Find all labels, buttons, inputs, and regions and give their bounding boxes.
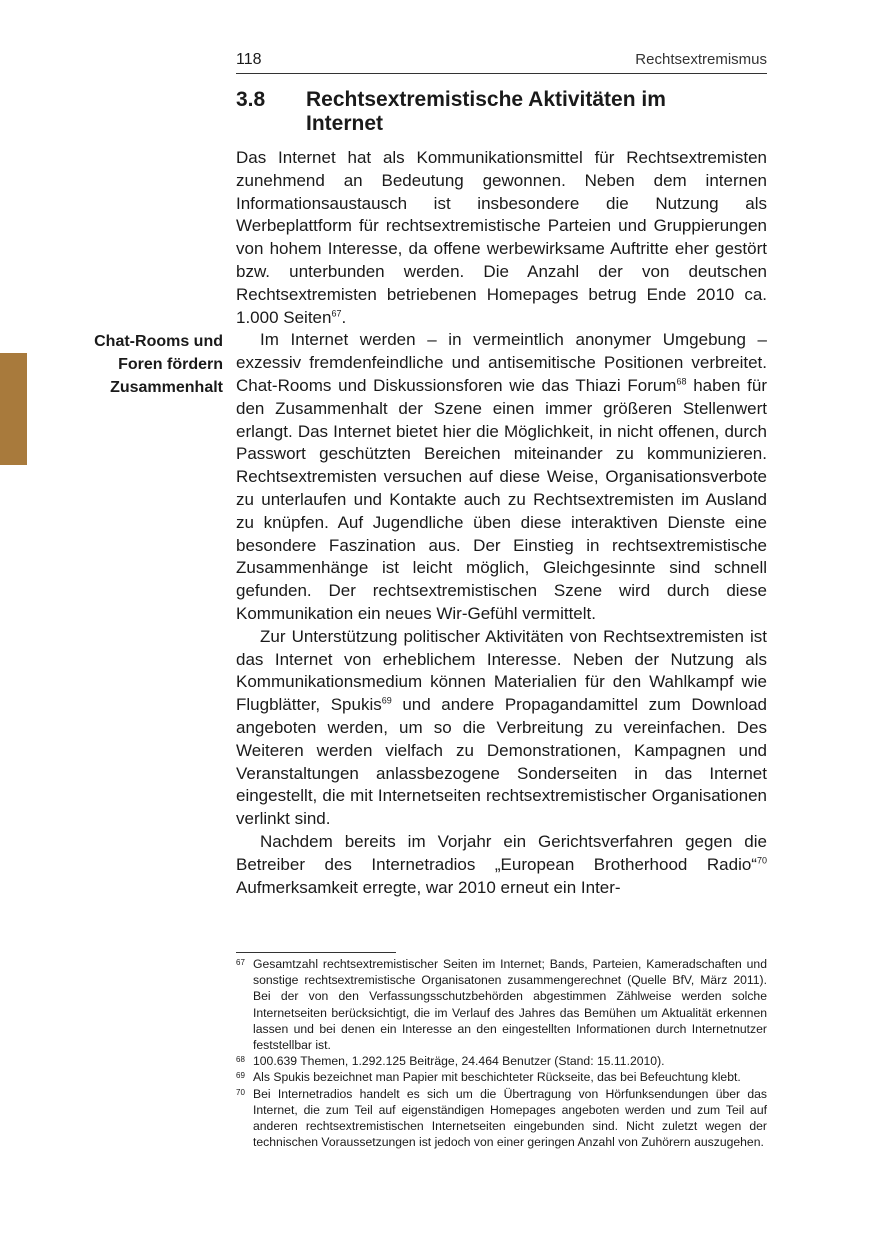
footnote bbox=[236, 1069, 767, 1085]
footnote bbox=[236, 1053, 767, 1069]
footnote-number: 69 bbox=[236, 1071, 245, 1081]
footnote bbox=[236, 956, 767, 1053]
footnote-text: 100.639 Themen, 1.292.125 Beiträge, 24.464 Benutzer (Stand: 15.11.2010). bbox=[253, 1054, 665, 1069]
paragraph bbox=[236, 831, 767, 899]
margin-note bbox=[40, 331, 223, 399]
footnotes bbox=[236, 956, 767, 1150]
section-title: Rechtsextremistische Aktivitäten im Internet bbox=[306, 88, 666, 135]
paragraph-text: und andere Propagandamittel zum Download angeboten werden, um so die Verbreitung zu vereinfachen. Des Weiteren werden vielfach zu Demonstrationen, Kampagnen und Veranstaltungen anlassbezogene Sonderseiten in das Internet eingestellt, die mit Internetseiten rechtsextremistischer Organisationen verlinkt sind. bbox=[236, 695, 767, 829]
margin-note-line: Chat-Rooms und bbox=[94, 333, 223, 350]
footnote-text: Als Spukis bezeichnet man Papier mit beschichteter Rückseite, das bei Befeuchtung klebt. bbox=[253, 1070, 741, 1085]
chapter-tab-marker bbox=[0, 353, 27, 465]
paragraph bbox=[236, 329, 767, 625]
page-header bbox=[236, 51, 767, 74]
paragraph-text: Das Internet hat als Kommunikationsmittel für Rechtsextremisten zunehmend an Bedeutung gewonnen. Neben dem internen Informationsaustausch ist insbesondere die Nutzung als Werbeplattform für rechtsextremistische Parteien und Gruppierungen von hohem Interesse, da offene werbewirksame Auftritte eher gestört bzw. unterbunden werden. Die Anzahl der von deutschen Rechtsextremisten betriebenen Homepages betrug Ende 2010 ca. 1.000 Seiten bbox=[236, 148, 767, 327]
footnote-text: Gesamtzahl rechtsextremistischer Seiten im Internet; Bands, Parteien, Kameradschaften und sonstige rechtsextremistische Organisatonen zusammengerechnet (Quelle BfV, März 2011). Bei der von den Verfassungsschutzbehörden abgestimmen Zählweise werden solche Internetseiten berücksichtigt, die im Verlauf des Jahres das Bemühen um Aktualität erkennen lassen und bei denen ein Interesse an den eingestellten Informationen durch Internetnutzer feststellbar ist. bbox=[253, 957, 767, 1053]
page-number: 118 bbox=[236, 51, 262, 68]
footnote-reference: 68 bbox=[676, 376, 687, 387]
paragraph-text: Im Internet werden – in vermeintlich anonymer Umgebung – exzessiv fremdenfeindliche und antisemitische Positionen verbreitet. Chat-Rooms und Diskussionsforen wie das Thiazi Forum bbox=[236, 330, 767, 395]
footnote-divider bbox=[236, 952, 396, 953]
paragraph bbox=[236, 626, 767, 831]
footnote-number: 67 bbox=[236, 958, 245, 967]
section-number: 3.8 bbox=[236, 88, 266, 111]
footnote-reference: 69 bbox=[381, 695, 392, 706]
footnote-number: 70 bbox=[236, 1087, 245, 1097]
running-head: Rechtsextremismus bbox=[635, 51, 767, 68]
margin-note-line: Zusammenhalt bbox=[110, 378, 223, 396]
paragraph-text: Nachdem bereits im Vorjahr ein Gerichtsverfahren gegen die Betreiber des Internetradios „European Brotherhood Radio“ bbox=[236, 831, 767, 874]
body-text bbox=[236, 147, 767, 899]
paragraph-text: Aufmerksamkeit erregte, war 2010 erneut ein Inter- bbox=[236, 877, 621, 897]
paragraph-text: haben für den Zusammenhalt der Szene einen immer größeren Stellenwert erlangt. Das Internet bietet hier die Möglichkeit, in nicht offenen, durch Passwort geschützten Bereichen miteinander zu kommunizieren. Rechtsextremisten versuchen auf diese Weise, Organisationsverbote zu unterlaufen und Kontakte auch zu Rechtsextremisten im Ausland zu knüpfen. Auf Jugendliche üben diese interaktiven Dienste eine besondere Faszination aus. Der Einstieg in rechtsextremistische Zusammenhänge ist leicht möglich, Gleichgesinnte sind schnell gefunden. Der rechtsextremistischen Szene wird durch diese Kommunikation ein neues Wir-Gefühl vermittelt. bbox=[236, 375, 768, 623]
footnote-reference: 70 bbox=[756, 855, 767, 866]
footnote-number: 68 bbox=[236, 1055, 245, 1065]
paragraph-text: . bbox=[341, 307, 347, 327]
footnote bbox=[236, 1086, 767, 1151]
margin-note-line: Foren fördern bbox=[118, 355, 223, 373]
footnote-text: Bei Internetradios handelt es sich um die Übertragung von Hörfunksendungen über das Internet, die zum Teil auf eigenständigen Homepages angeboten werden und zum Teil auf anderen rechtsextremistischen Internetseiten eingebunden sind. Nicht zuletzt wegen der technischen Voraussetzungen ist jedoch von einer geringen Anzahl von Zuhörern auszugehen. bbox=[253, 1086, 767, 1150]
paragraph bbox=[236, 147, 767, 329]
paragraph-text: Zur Unterstützung politischer Aktivitäten von Rechtsextremisten ist das Internet von erheblichem Interesse. Neben der Nutzung als Kommunikationsmedium können Materialien für den Wahlkampf wie Flugblätter, Spukis bbox=[236, 626, 767, 715]
footnote-reference: 67 bbox=[331, 307, 342, 318]
